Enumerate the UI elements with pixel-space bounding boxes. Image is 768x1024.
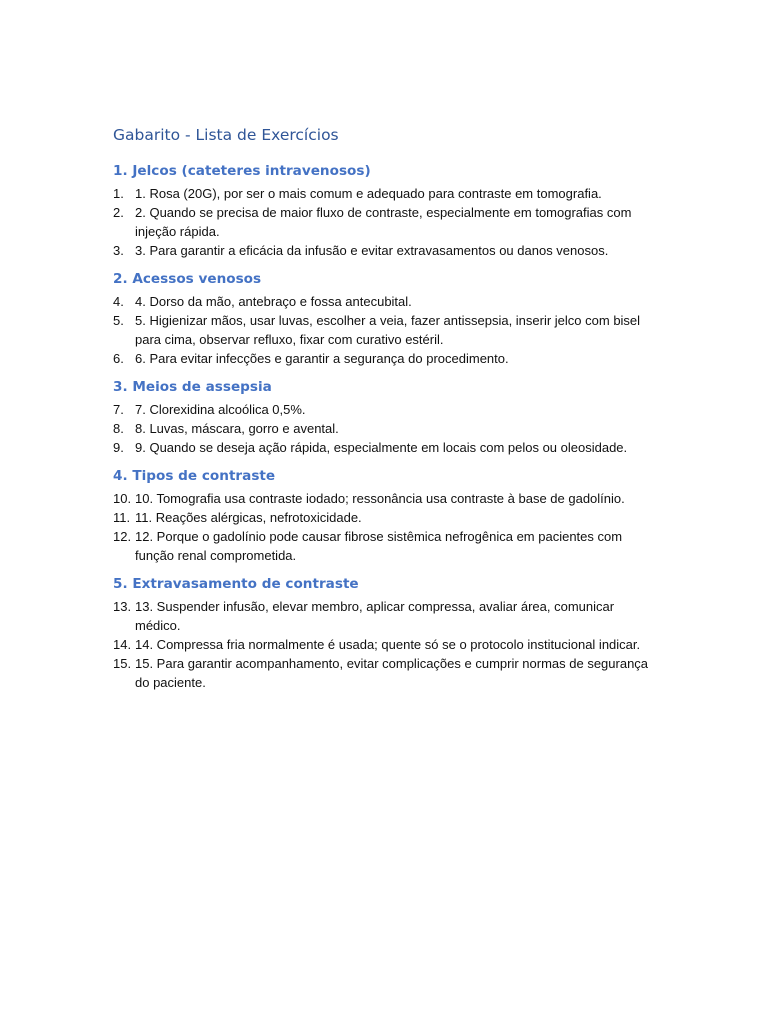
- document-title: Gabarito - Lista de Exercícios: [113, 126, 339, 144]
- list-item-text: 14. Compressa fria normalmente é usada; quente só se o protocolo institucional indicar.: [135, 637, 641, 652]
- section-heading: 1. Jelcos (cateteres intravenosos): [113, 163, 371, 179]
- section: [113, 162, 658, 260]
- list-item: [113, 489, 658, 508]
- list-item-number: 13.: [113, 599, 132, 614]
- list-item-text: 6. Para evitar infecções e garantir a segurança do procedimento.: [135, 351, 509, 366]
- section: [113, 575, 658, 692]
- list-item: [113, 311, 658, 349]
- list-item: [113, 654, 658, 692]
- list-item: [113, 438, 658, 457]
- list-item-text: 5. Higienizar mãos, usar luvas, escolher a veia, fazer antissepsia, inserir jelco com bisel para cima, observar refluxo, fixar com curativo estéril.: [135, 313, 641, 347]
- section-heading: 4. Tipos de contraste: [113, 468, 276, 484]
- list-item-text: 15. Para garantir acompanhamento, evitar complicações e cumprir normas de segurança do paciente.: [135, 656, 649, 690]
- document-content: [113, 124, 658, 702]
- list-item-number: 3.: [113, 243, 124, 258]
- section: [113, 467, 658, 565]
- list-item-text: 11. Reações alérgicas, nefrotoxicidade.: [135, 510, 362, 525]
- list-item-text: 8. Luvas, máscara, gorro e avental.: [135, 421, 339, 436]
- list-item-text: 7. Clorexidina alcoólica 0,5%.: [135, 402, 306, 417]
- list-item-number: 7.: [113, 402, 124, 417]
- list-item-number: 14.: [113, 637, 132, 652]
- list-item: [113, 241, 658, 260]
- list-item-text: 9. Quando se deseja ação rápida, especialmente em locais com pelos ou oleosidade.: [135, 440, 628, 455]
- list-item-number: 2.: [113, 205, 124, 220]
- list-item-number: 8.: [113, 421, 124, 436]
- list-item: [113, 349, 658, 368]
- list-item-text: 3. Para garantir a eficácia da infusão e evitar extravasamentos ou danos venosos.: [135, 243, 609, 258]
- list-item-number: 4.: [113, 294, 124, 309]
- list-item: [113, 419, 658, 438]
- list-item: [113, 203, 658, 241]
- list-item-text: 2. Quando se precisa de maior fluxo de contraste, especialmente em tomografias com injeção rápida.: [135, 205, 632, 239]
- list-item-text: 10. Tomografia usa contraste iodado; ressonância usa contraste à base de gadolínio.: [135, 491, 625, 506]
- list-item: [113, 292, 658, 311]
- list-item-number: 15.: [113, 656, 132, 671]
- list-item: [113, 597, 658, 635]
- list-item-number: 10.: [113, 491, 132, 506]
- list-item-text: 1. Rosa (20G), por ser o mais comum e adequado para contraste em tomografia.: [135, 186, 602, 201]
- list-item-number: 9.: [113, 440, 124, 455]
- list-item-text: 12. Porque o gadolínio pode causar fibrose sistêmica nefrogênica em pacientes com função renal comprometida.: [135, 529, 623, 563]
- section: [113, 378, 658, 457]
- section-heading: 2. Acessos venosos: [113, 271, 262, 287]
- list-item-number: 11.: [113, 510, 131, 525]
- list-item: [113, 508, 658, 527]
- list-item: [113, 400, 658, 419]
- list-item-text: 13. Suspender infusão, elevar membro, aplicar compressa, avaliar área, comunicar médico.: [135, 599, 615, 633]
- list-item-number: 5.: [113, 313, 124, 328]
- list-item-number: 12.: [113, 529, 132, 544]
- list-item-number: 1.: [113, 186, 124, 201]
- section-heading: 3. Meios de assepsia: [113, 379, 272, 395]
- list-item-number: 6.: [113, 351, 124, 366]
- list-item: [113, 527, 658, 565]
- sections-container: [113, 162, 658, 692]
- list-item-text: 4. Dorso da mão, antebraço e fossa antecubital.: [135, 294, 412, 309]
- list-item: [113, 184, 658, 203]
- section-heading: 5. Extravasamento de contraste: [113, 576, 359, 592]
- list-item: [113, 635, 658, 654]
- section: [113, 270, 658, 368]
